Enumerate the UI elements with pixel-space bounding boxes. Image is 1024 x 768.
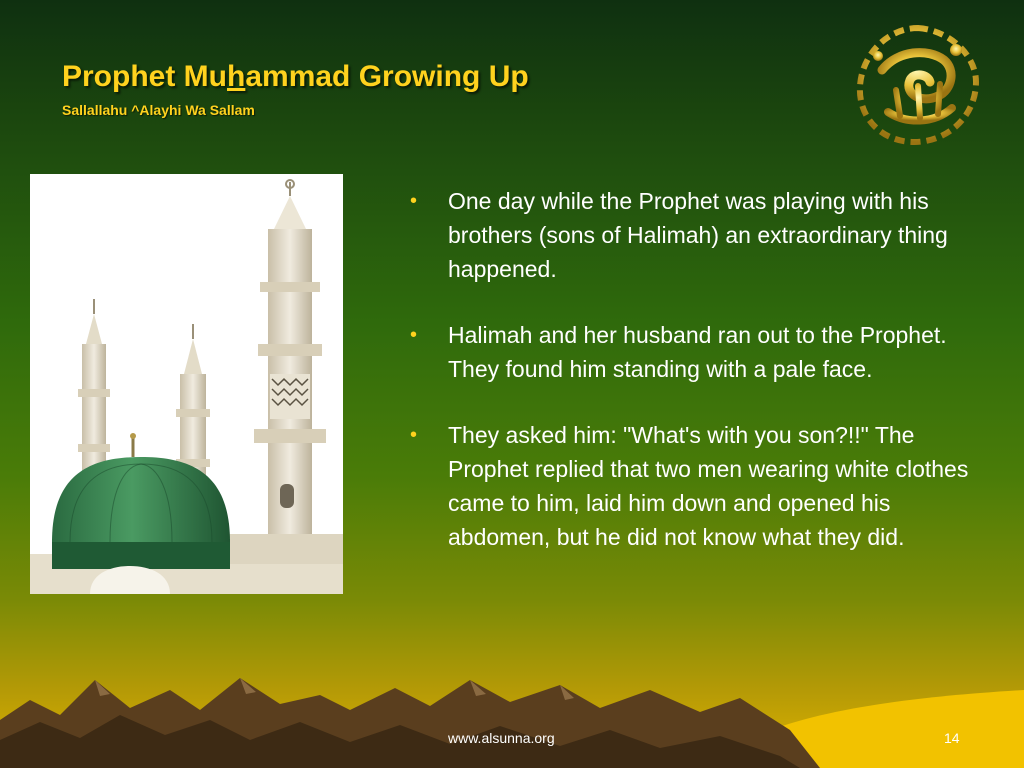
mosque-image: [30, 174, 343, 594]
slide-title: [62, 60, 529, 94]
slide-subtitle: Sallallahu ^Alayhi Wa Sallam: [62, 102, 255, 118]
footer-website: www.alsunna.org: [448, 730, 555, 746]
bullet-item: [410, 318, 985, 386]
bullet-dot-icon: •: [410, 424, 418, 446]
bullet-item: [410, 418, 985, 554]
bullet-list: [410, 184, 985, 586]
bullet-dot-icon: •: [410, 324, 418, 346]
title-part-underlined: h: [227, 60, 246, 93]
bullet-text: Halimah and her husband ran out to the Prophet. They found him standing with a pale face.: [448, 322, 947, 382]
bullet-text: They asked him: "What's with you son?!!" The Prophet replied that two men wearing white clothes came to him, laid him down and opened his abdomen, but he did not know what they did.: [448, 422, 969, 550]
title-part-1: Prophet Mu: [62, 60, 227, 93]
bullet-dot-icon: •: [410, 190, 418, 212]
bullet-text: One day while the Prophet was playing with his brothers (sons of Halimah) an extraordinary thing happened.: [448, 188, 948, 282]
page-number: 14: [944, 730, 960, 746]
title-part-2: ammad Growing Up: [245, 60, 529, 93]
mountains-decoration: [0, 660, 1024, 768]
bullet-item: [410, 184, 985, 286]
calligraphy-logo: [848, 20, 988, 150]
